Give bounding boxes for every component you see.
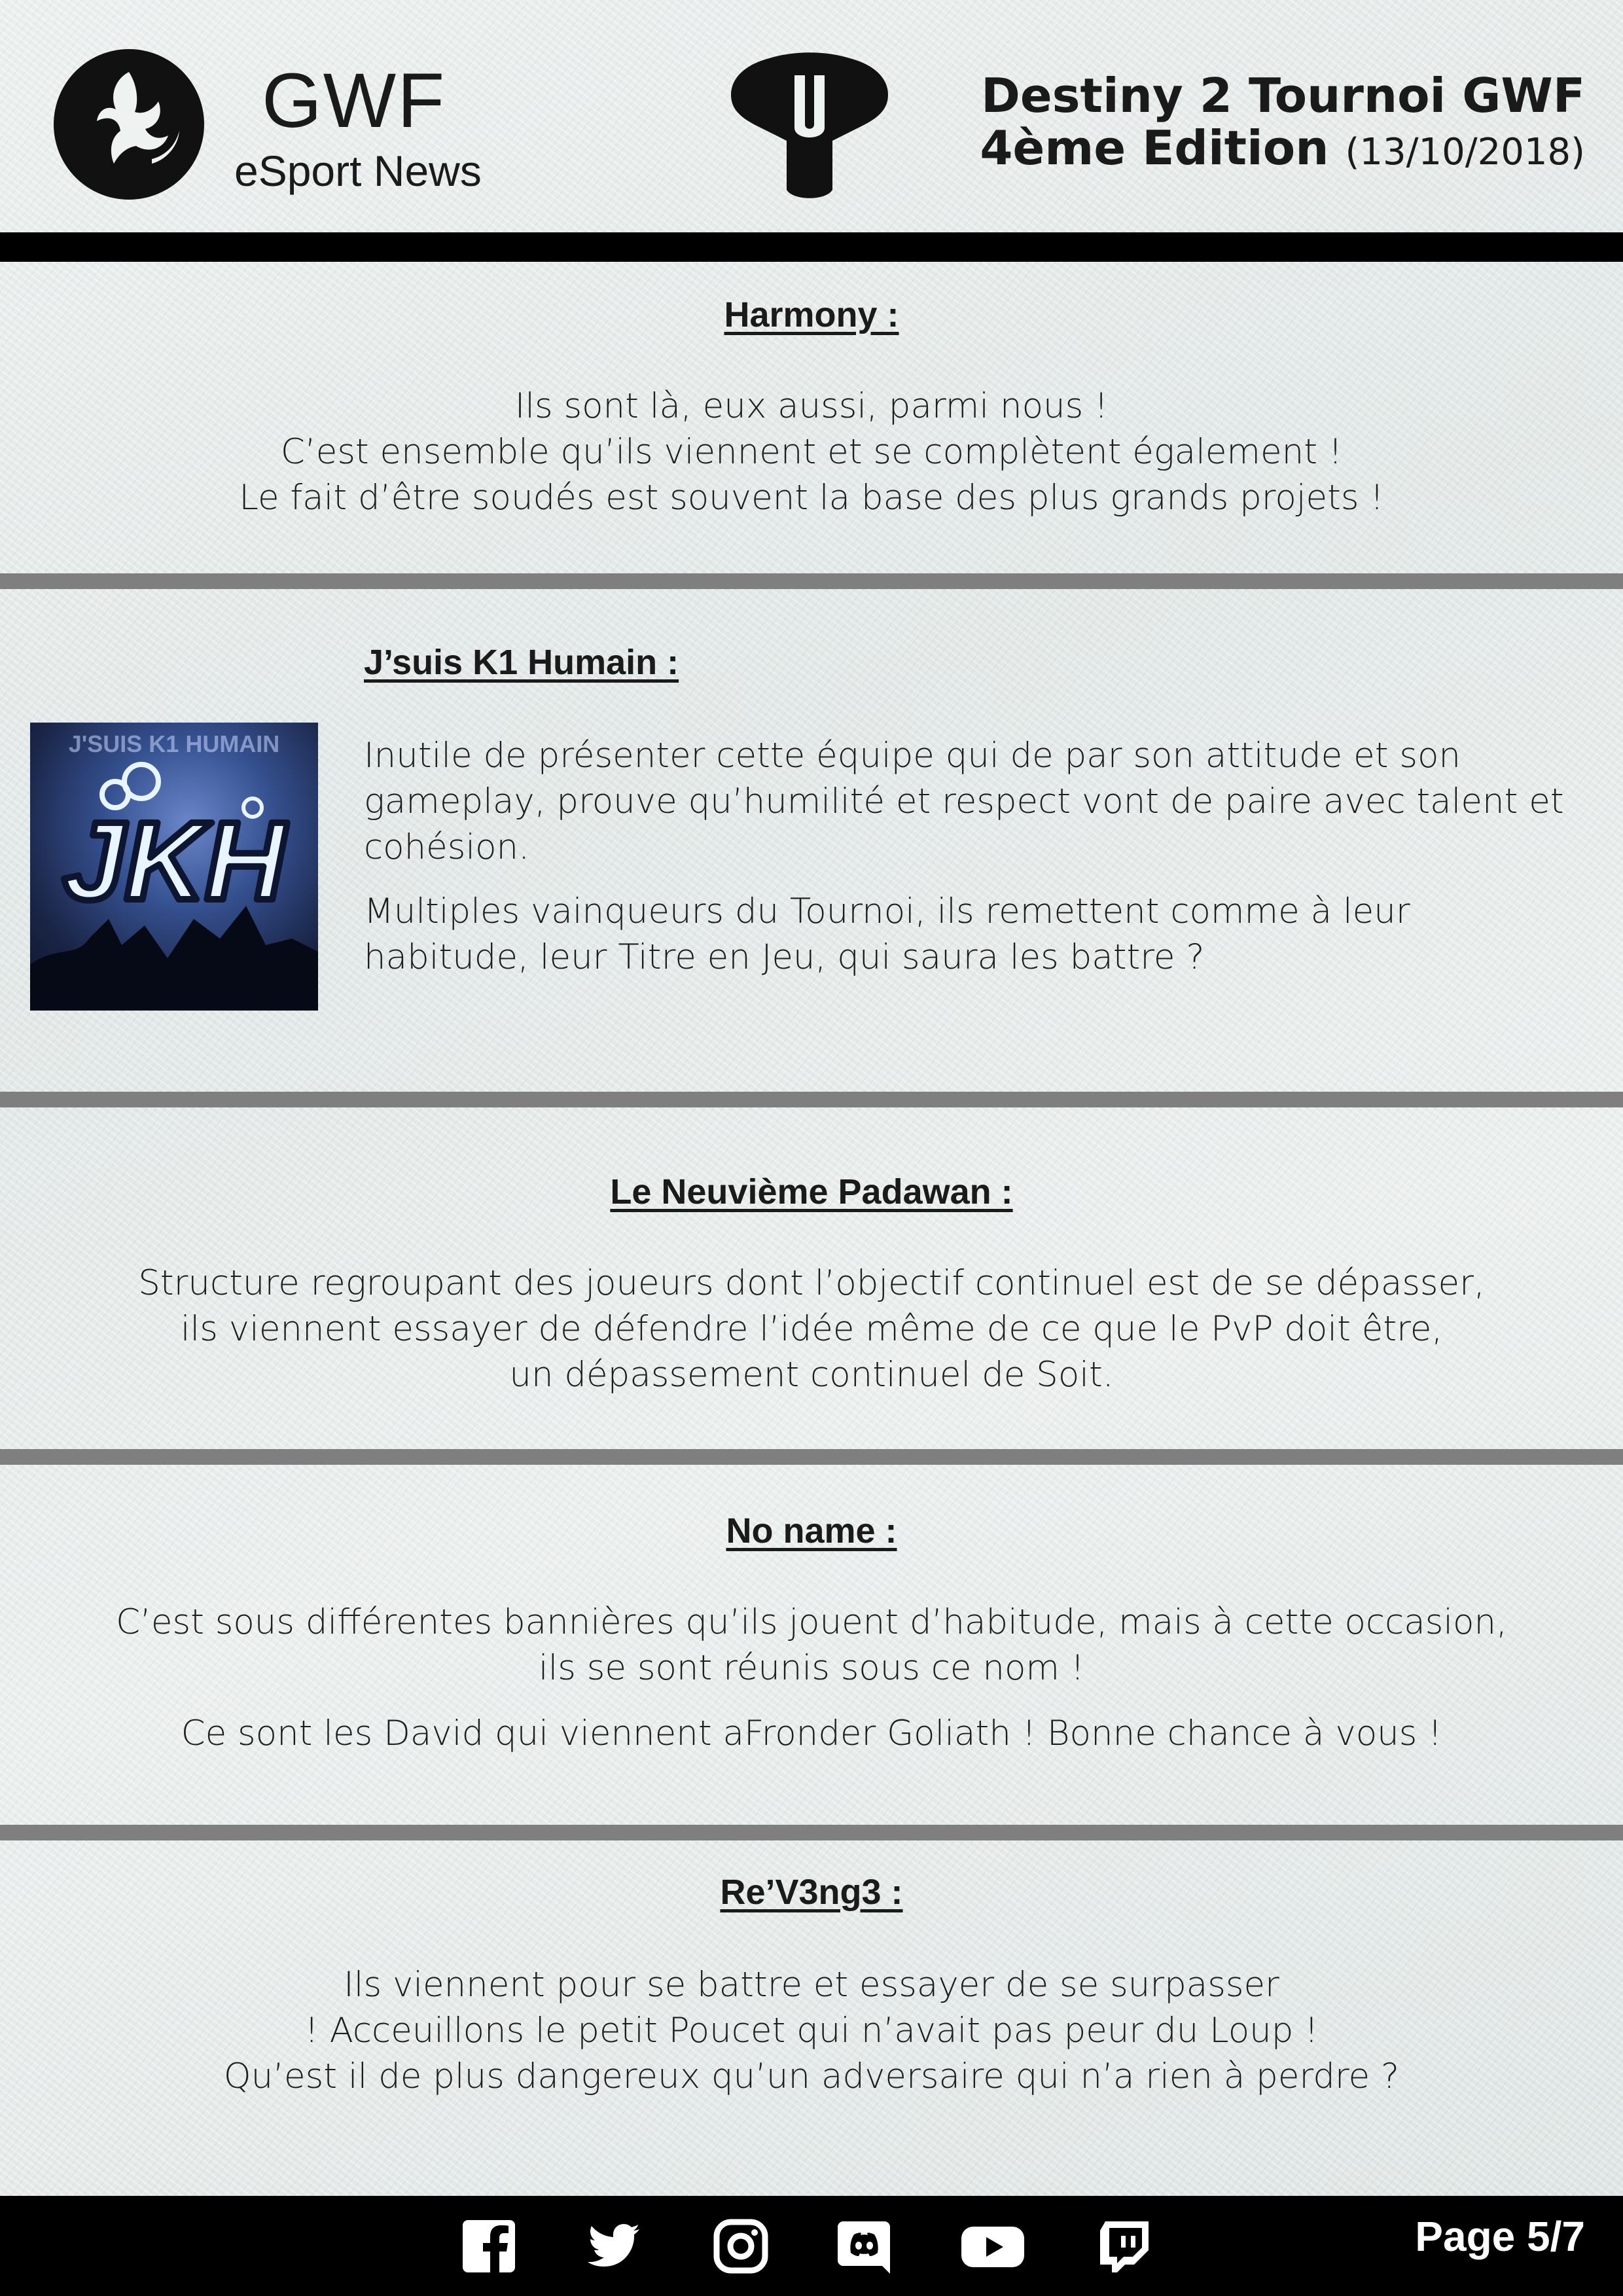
text-line: Qu’est il de plus dangereux qu’un adversaire qui n’a rien à perdre ?	[223, 2056, 1400, 2096]
event-edition-label: 4ème Edition	[980, 120, 1329, 175]
section-text-jkh-p1	[364, 733, 1594, 870]
section-divider	[0, 573, 1623, 589]
section-text-no-name	[0, 1600, 1623, 1691]
phoenix-logo-icon	[54, 49, 204, 200]
brand-title: GWF	[262, 58, 446, 144]
text-line: Multiples vainqueurs du Tournoi, ils remettent comme à leur	[364, 891, 1410, 931]
section-divider	[0, 1092, 1623, 1107]
event-date: (13/10/2018)	[1345, 131, 1585, 173]
text-line: Structure regroupant des joueurs dont l’objectif continuel est de se dépasser,	[138, 1263, 1485, 1303]
text-line: Ce sont les David qui viennent aFronder Goliath ! Bonne chance à vous !	[181, 1713, 1442, 1753]
text-line: cohésion.	[364, 827, 529, 867]
section-divider	[0, 1449, 1623, 1465]
event-edition	[980, 120, 1585, 175]
jkh-team-image	[30, 723, 318, 1011]
page-number: Page 5/7	[1415, 2213, 1585, 2260]
section-text-revenge	[0, 1962, 1623, 2100]
text-line: gameplay, prouve qu’humilité et respect vont de paire avec talent et	[364, 781, 1564, 821]
twitter-icon[interactable]	[586, 2219, 641, 2274]
text-line: Ils viennent pour se battre et essayer de se surpasser	[344, 1965, 1279, 2005]
section-divider	[0, 1825, 1623, 1840]
section-title-harmony: Harmony :	[724, 295, 899, 334]
text-line: un dépassement continuel de Soit.	[509, 1355, 1114, 1395]
text-line: ! Acceuillons le petit Poucet qui n’avait pas peur du Loup !	[304, 2011, 1319, 2051]
text-line: habitude, leur Titre en Jeu, qui saura les battre ?	[364, 937, 1205, 977]
brand-subtitle: eSport News	[234, 147, 482, 195]
text-line: Ils sont là, eux aussi, parmi nous !	[514, 386, 1109, 426]
section-text-padawan	[0, 1261, 1623, 1398]
destiny-logo-icon	[728, 49, 891, 203]
facebook-icon[interactable]	[461, 2219, 516, 2274]
text-line: ils se sont réunis sous ce nom !	[538, 1648, 1085, 1688]
text-line: ils viennent essayer de défendre l’idée même de ce que le PvP doit être,	[180, 1309, 1443, 1349]
discord-icon[interactable]	[836, 2219, 891, 2274]
section-title-no-name: No name :	[726, 1511, 897, 1551]
section-title-padawan: Le Neuvième Padawan :	[610, 1172, 1013, 1211]
instagram-icon[interactable]	[713, 2219, 768, 2274]
header-divider	[0, 232, 1623, 262]
section-title-revenge: Re’V3ng3 :	[720, 1873, 903, 1912]
section-text-no-name-extra	[0, 1711, 1623, 1757]
youtube-icon[interactable]	[960, 2219, 1026, 2274]
section-title-jkh: J’suis K1 Humain :	[364, 643, 679, 682]
event-title: Destiny 2 Tournoi GWF	[981, 68, 1585, 123]
section-text-jkh-p2	[364, 889, 1594, 980]
image-logo-text: JKH	[62, 799, 286, 924]
text-line: Le fait d’être soudés est souvent la base des plus grands projets !	[239, 478, 1384, 518]
text-line: Inutile de présenter cette équipe qui de par son attitude et son	[364, 736, 1461, 776]
page-footer	[0, 2196, 1623, 2296]
image-caption: J'SUIS K1 HUMAIN	[68, 730, 280, 757]
text-line: C’est ensemble qu’ils viennent et se complètent également !	[280, 432, 1343, 472]
section-text-harmony	[0, 384, 1623, 521]
twitch-icon[interactable]	[1096, 2219, 1151, 2274]
text-line: C’est sous différentes bannières qu’ils jouent d’habitude, mais à cette occasion,	[116, 1602, 1507, 1642]
